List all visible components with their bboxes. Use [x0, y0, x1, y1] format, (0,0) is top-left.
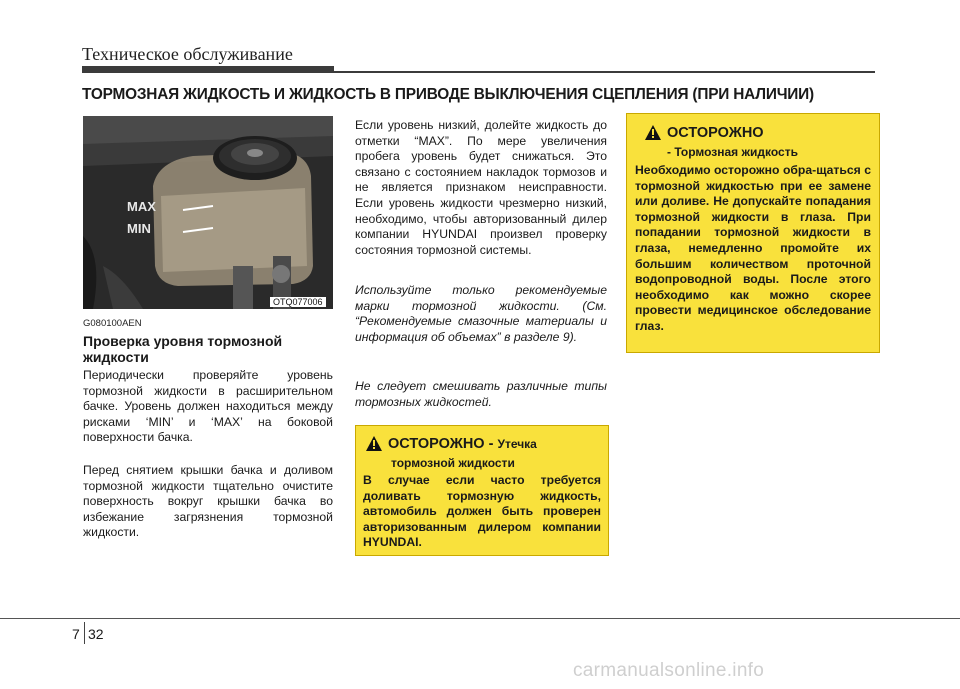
footer-rule [0, 618, 960, 619]
warning-text: В случае если часто требуется доливать тормозную жидкость, автомобиль должен быть проверен авторизованным дилером компании HYUNDAI. [363, 473, 601, 550]
warning-subtitle: Утечка [497, 437, 537, 451]
paragraph: Перед снятием крышки бачка и доливом тормозной жидкости тщательно очистите поверхность вокруг крышки бачка во избежание загрязнения тормозной жидкости. [83, 463, 333, 540]
warning-text: Необходимо осторожно обра-щаться с тормозной жидкостью при ее замене или доливе. Не допускайте попадания тормозной жидкости в глаза. При попадании тормозной жидкости в глаза, немедленно промойте их большим количеством проточной водопроводной воды. После этого необходимо как можно скорее провести медицинское обследование глаз. [635, 163, 871, 333]
warning-box-leak [355, 425, 609, 556]
section-header-title: Техническое обслуживание [82, 44, 293, 64]
watermark: carmanualsonline.info [573, 660, 765, 681]
image-code: OTQ077006 [270, 297, 326, 307]
max-mark-label: MAX [127, 199, 156, 214]
italic-paragraph: Не следует смешивать различные типы тормозных жидкостей. [355, 379, 607, 409]
section-title: Проверка уровня тормозной жидкости [83, 333, 283, 365]
engine-bay-illustration [83, 116, 333, 309]
page-number-separator [84, 622, 85, 644]
warning-heading [388, 435, 603, 453]
section-code: G080100AEN [83, 318, 142, 329]
header-rule [334, 71, 875, 73]
warning-title: ОСТОРОЖНО - [388, 436, 498, 452]
brake-reservoir-photo [83, 116, 333, 309]
header-bar [82, 66, 334, 73]
warning-subtitle-line2: тормозной жидкости [391, 456, 515, 470]
paragraph: Периодически проверяйте уровень тормозной жидкости в расширительном бачке. Уровень должен находиться между рисками ‘MIN’ и ‘MAX’ на боковой поверхности бачка. [83, 368, 333, 445]
warning-title: ОСТОРОЖНО [667, 125, 764, 141]
warning-triangle-icon [645, 125, 661, 140]
page-number: 32 [88, 626, 104, 642]
italic-paragraph: Используйте только рекомендуемые марки тормозной жидкости. (См. “Рекомендуемые смазочные материалы и информация об объемах” в разделе 9). [355, 283, 607, 344]
warning-box-handling [626, 113, 880, 353]
warning-subtitle: - Тормозная жидкость [667, 145, 798, 159]
chapter-number: 7 [72, 626, 80, 642]
min-mark-label: MIN [127, 221, 151, 236]
warning-triangle-icon [366, 436, 382, 451]
page-title: ТОРМОЗНАЯ ЖИДКОСТЬ И ЖИДКОСТЬ В ПРИВОДЕ ВЫКЛЮЧЕНИЯ СЦЕПЛЕНИЯ (ПРИ НАЛИЧИИ) [82, 86, 814, 103]
paragraph: Если уровень низкий, долейте жидкость до отметки “MAX”. По мере увеличения пробега уровень будет снижаться. Это связано с состоянием накладок тормозов и не является признаком неисправности. Если уровень жидкости чрезмерно низкий, необходимо, чтобы авторизованный дилер компании HYUNDAI произвел проверку состояния тормозной системы. [355, 118, 607, 257]
